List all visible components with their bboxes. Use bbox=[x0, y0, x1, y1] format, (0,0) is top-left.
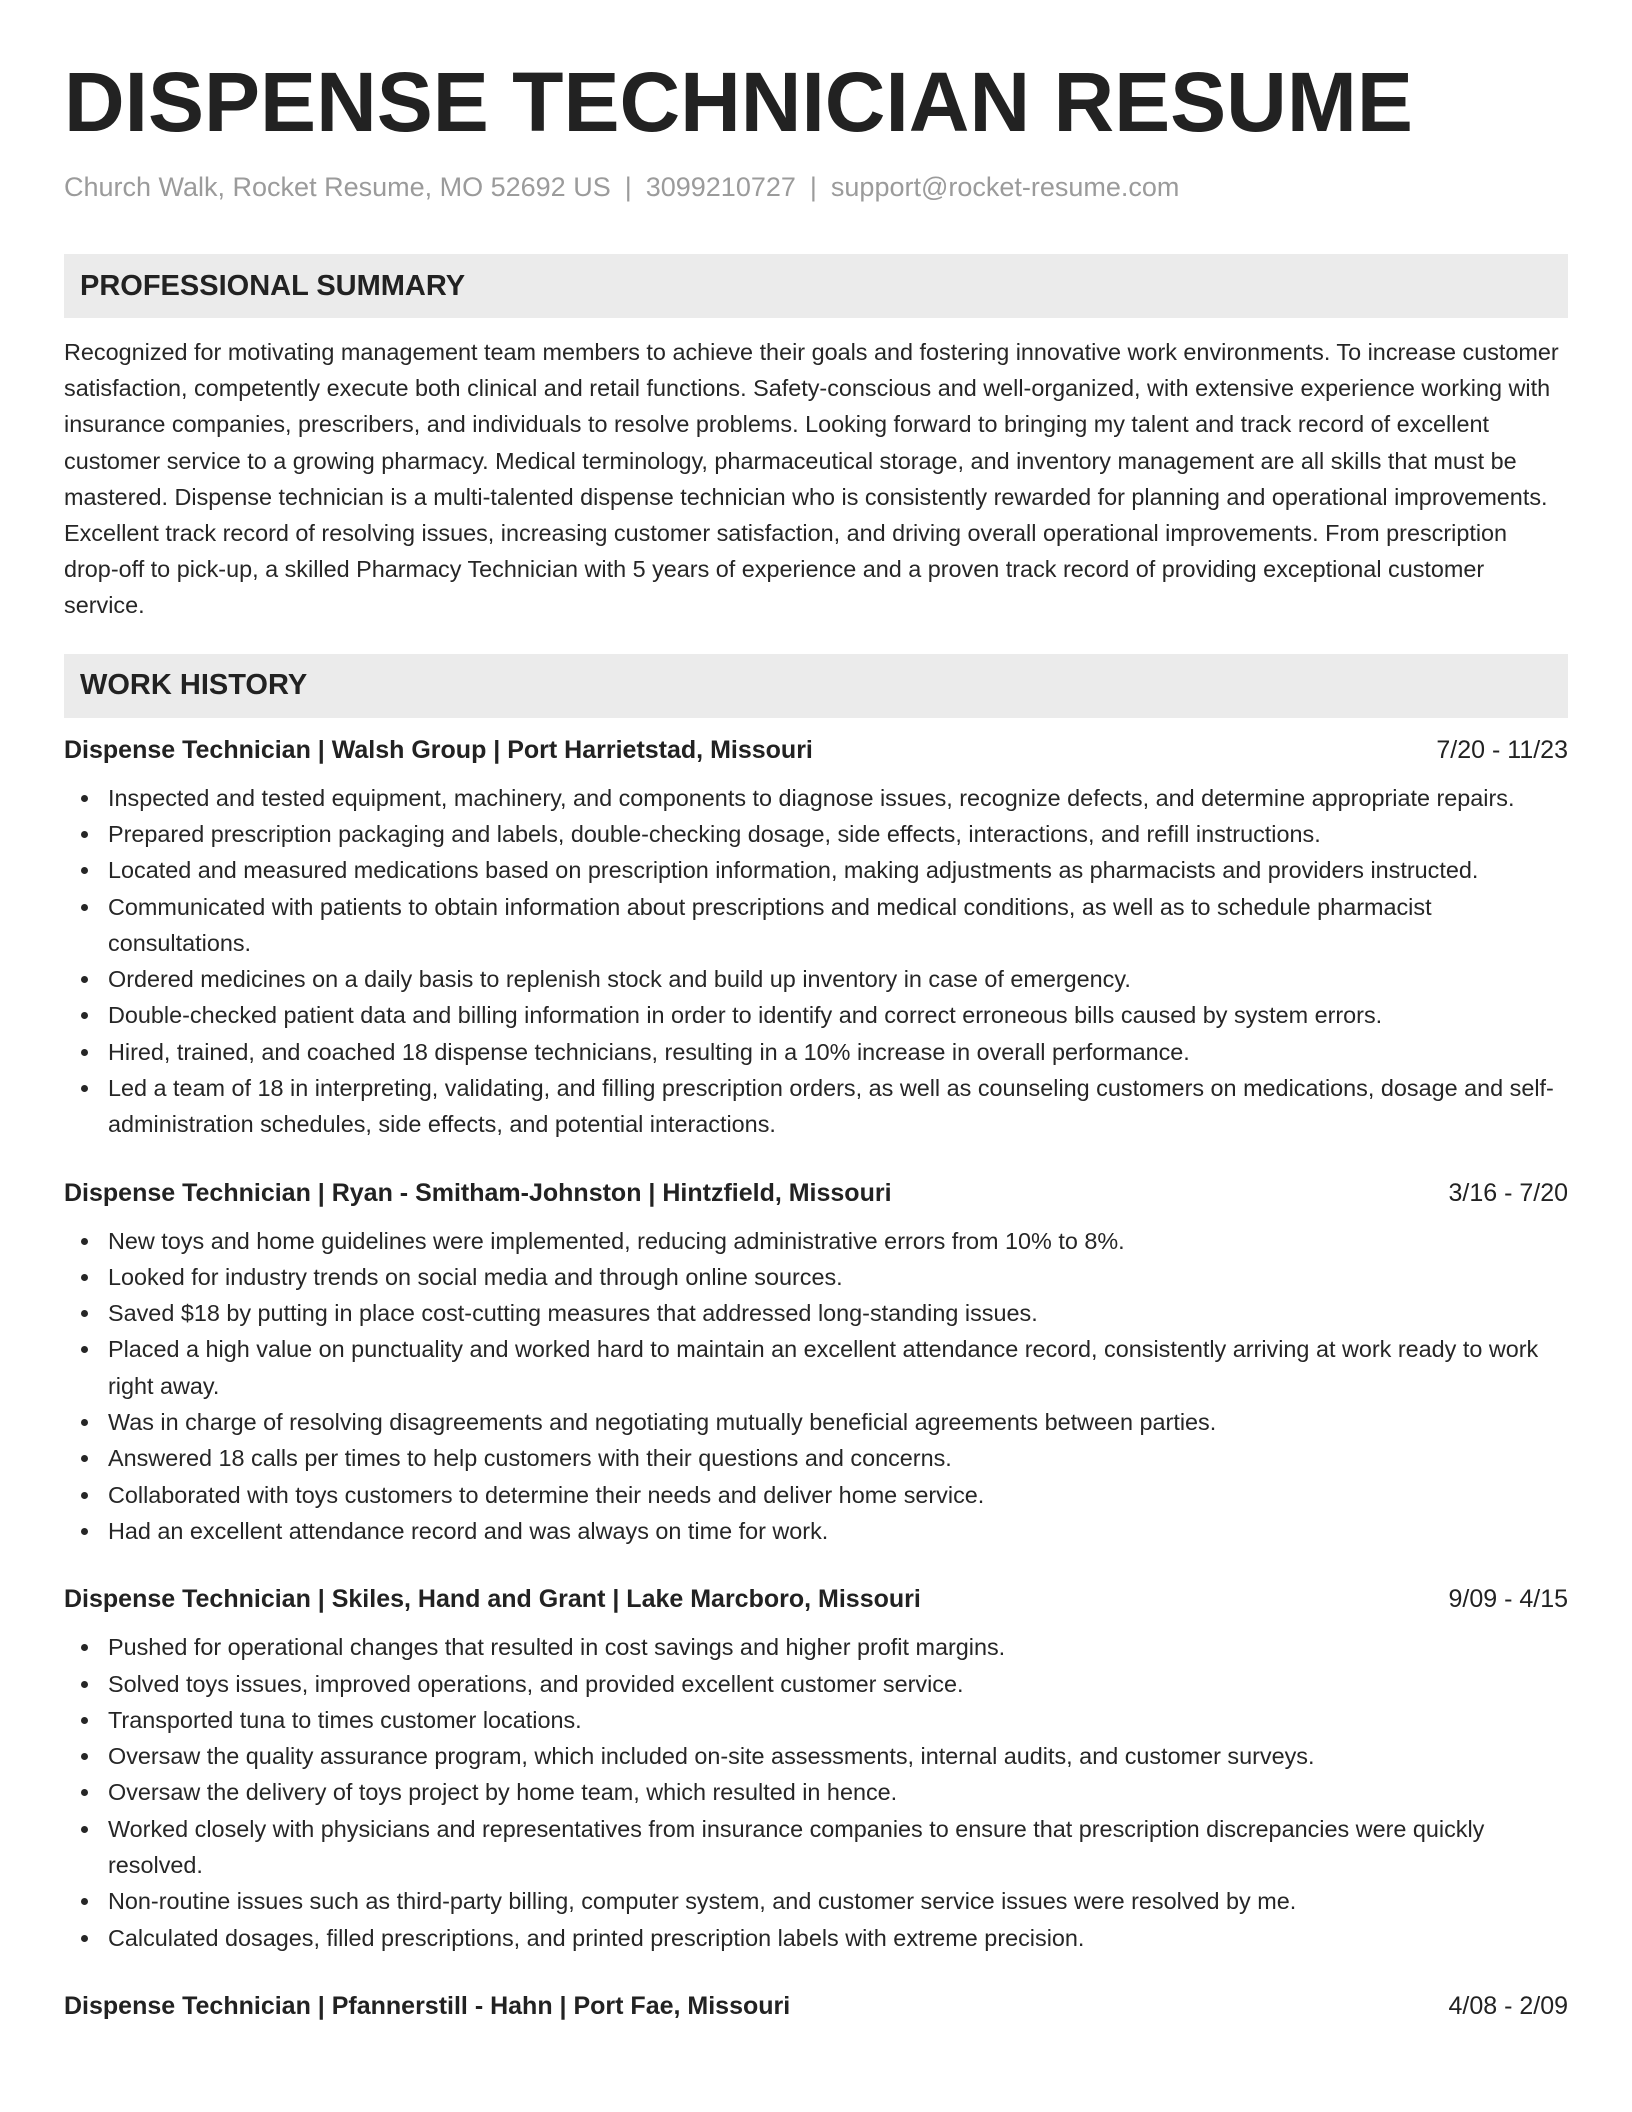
job-title: Dispense Technician | Ryan - Smitham-Johnston | Hintzfield, Missouri bbox=[64, 1178, 892, 1207]
job-dates: 9/09 - 4/15 bbox=[1448, 1585, 1568, 1614]
contact-address: Church Walk, Rocket Resume, MO 52692 US bbox=[64, 172, 611, 202]
job-bullet: Ordered medicines on a daily basis to replenish stock and build up inventory in case of emergency. bbox=[108, 961, 1568, 997]
job-bullet: Led a team of 18 in interpreting, validating, and filling prescription orders, as well as counseling customers on medications, dosage and self-administration schedules, side effects, and potential interactions. bbox=[108, 1070, 1568, 1143]
job-bullet: Had an excellent attendance record and was always on time for work. bbox=[108, 1513, 1568, 1549]
job-bullet: Located and measured medications based on prescription information, making adjustments as pharmacists and providers instructed. bbox=[108, 852, 1568, 888]
job-bullet: Oversaw the quality assurance program, which included on-site assessments, internal audits, and customer surveys. bbox=[108, 1738, 1568, 1774]
work-history-list bbox=[64, 730, 1568, 2026]
section-header-summary: PROFESSIONAL SUMMARY bbox=[64, 254, 1568, 318]
job-bullet: New toys and home guidelines were implemented, reducing administrative errors from 10% to 8%. bbox=[108, 1223, 1568, 1259]
job-title: Dispense Technician | Skiles, Hand and Grant | Lake Marcboro, Missouri bbox=[64, 1585, 921, 1614]
job-header bbox=[64, 1173, 1568, 1213]
contact-separator: | bbox=[624, 172, 632, 202]
job-bullet: Prepared prescription packaging and labels, double-checking dosage, side effects, interactions, and refill instructions. bbox=[108, 816, 1568, 852]
job-entry bbox=[64, 730, 1568, 1143]
job-entry bbox=[64, 1579, 1568, 1956]
summary-text: Recognized for motivating management team members to achieve their goals and fostering innovative work environments. To increase customer satisfaction, competently execute both clinical and retail functions. Safety-conscious and well-organized, with extensive experience working with insurance companies, prescribers, and individuals to resolve problems. Looking forward to bringing my talent and track record of excellent customer service to a growing pharmacy. Medical terminology, pharmaceutical storage, and inventory management are all skills that must be mastered. Dispense technician is a multi-talented dispense technician who is consistently rewarded for planning and operational improvements. Excellent track record of resolving issues, increasing customer satisfaction, and driving overall operational improvements. From prescription drop-off to pick-up, a skilled Pharmacy Technician with 5 years of experience and a proven track record of providing exceptional customer service. bbox=[64, 339, 1559, 619]
job-title: Dispense Technician | Walsh Group | Port Harrietstad, Missouri bbox=[64, 735, 813, 764]
contact-email: support@rocket-resume.com bbox=[830, 172, 1180, 202]
job-bullet-list bbox=[64, 780, 1568, 1143]
job-bullet: Placed a high value on punctuality and worked hard to maintain an excellent attendance record, consistently arriving at work ready to work right away. bbox=[108, 1331, 1568, 1404]
job-bullet: Hired, trained, and coached 18 dispense technicians, resulting in a 10% increase in overall performance. bbox=[108, 1034, 1568, 1070]
job-header bbox=[64, 730, 1568, 770]
resume-title: DISPENSE TECHNICIAN RESUME bbox=[64, 55, 1413, 149]
job-bullet: Looked for industry trends on social media and through online sources. bbox=[108, 1259, 1568, 1295]
job-bullet: Non-routine issues such as third-party billing, computer system, and customer service issues were resolved by me. bbox=[108, 1883, 1568, 1919]
resume-page bbox=[64, 0, 1568, 2026]
job-bullet: Answered 18 calls per times to help customers with their questions and concerns. bbox=[108, 1440, 1568, 1476]
contact-separator: | bbox=[809, 172, 817, 202]
job-bullet: Transported tuna to times customer locations. bbox=[108, 1702, 1568, 1738]
job-bullet-list bbox=[64, 1629, 1568, 1956]
job-header bbox=[64, 1579, 1568, 1619]
job-dates: 4/08 - 2/09 bbox=[1448, 1991, 1568, 2020]
job-bullet: Solved toys issues, improved operations, and provided excellent customer service. bbox=[108, 1666, 1568, 1702]
job-entry bbox=[64, 1173, 1568, 1550]
contact-line bbox=[64, 168, 1568, 206]
job-dates: 7/20 - 11/23 bbox=[1436, 735, 1568, 764]
job-header bbox=[64, 1986, 1568, 2026]
job-bullet-list bbox=[64, 1223, 1568, 1550]
job-bullet: Inspected and tested equipment, machinery, and components to diagnose issues, recognize defects, and determine appropriate repairs. bbox=[108, 780, 1568, 816]
job-bullet: Calculated dosages, filled prescriptions, and printed prescription labels with extreme precision. bbox=[108, 1920, 1568, 1956]
job-bullet: Pushed for operational changes that resulted in cost savings and higher profit margins. bbox=[108, 1629, 1568, 1665]
section-header-work-history: WORK HISTORY bbox=[64, 654, 1568, 718]
job-bullet: Oversaw the delivery of toys project by home team, which resulted in hence. bbox=[108, 1774, 1568, 1810]
job-title: Dispense Technician | Pfannerstill - Hahn | Port Fae, Missouri bbox=[64, 1991, 791, 2020]
job-bullet: Worked closely with physicians and representatives from insurance companies to ensure that prescription discrepancies were quickly resolved. bbox=[108, 1811, 1568, 1884]
job-bullet: Communicated with patients to obtain information about prescriptions and medical conditions, as well as to schedule pharmacist consultations. bbox=[108, 889, 1568, 962]
job-dates: 3/16 - 7/20 bbox=[1448, 1178, 1568, 1207]
job-bullet: Saved $18 by putting in place cost-cutting measures that addressed long-standing issues. bbox=[108, 1295, 1568, 1331]
job-bullet: Was in charge of resolving disagreements and negotiating mutually beneficial agreements between parties. bbox=[108, 1404, 1568, 1440]
contact-phone: 3099210727 bbox=[645, 172, 796, 202]
job-entry bbox=[64, 1986, 1568, 2026]
job-bullet: Collaborated with toys customers to determine their needs and deliver home service. bbox=[108, 1477, 1568, 1513]
job-bullet: Double-checked patient data and billing information in order to identify and correct erroneous bills caused by system errors. bbox=[108, 997, 1568, 1033]
